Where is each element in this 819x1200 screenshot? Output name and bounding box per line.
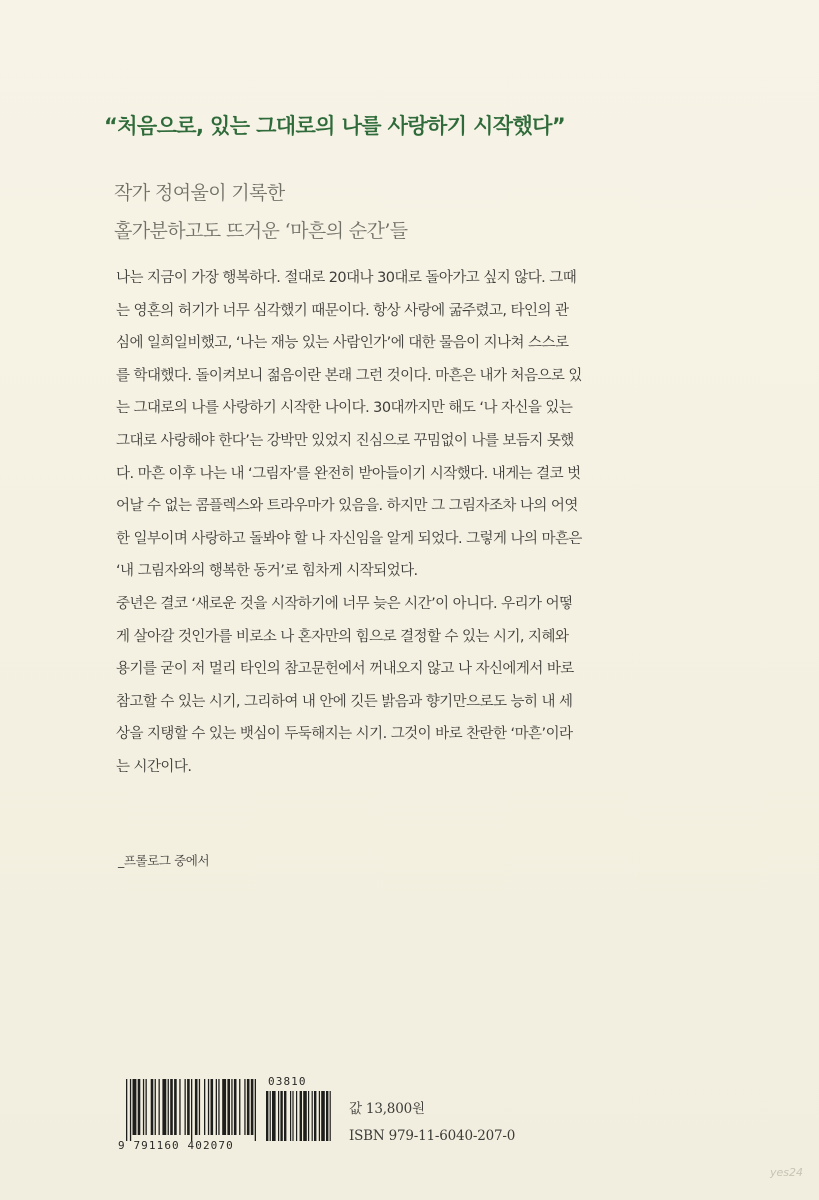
text-line: 는 그대로의 나를 사랑하기 시작한 나이다. 30대까지만 해도 ‘나 자신을 있는 [116, 400, 573, 417]
text-line: ‘내 그림자와의 행복한 동거’로 힘차게 시작되었다. [116, 563, 418, 580]
text-line: 는 영혼의 허기가 너무 심각했기 때문이다. 항상 사랑에 굶주렸고, 타인의 관 [116, 302, 569, 319]
text-line: 나는 지금이 가장 행복하다. 절대로 20대나 30대로 돌아가고 싶지 않다. 그때 [116, 270, 577, 286]
barcode-addon-bar [312, 1091, 313, 1141]
barcode-bar [247, 1079, 250, 1135]
barcode-bar [174, 1079, 177, 1135]
barcode-bar [218, 1079, 219, 1135]
barcode-addon-bar [314, 1091, 316, 1141]
text-line: 게 살아갈 것인가를 비로소 나 혼자만의 힘으로 결정할 수 있는 시기, 지혜와 [116, 628, 569, 645]
barcode-bar [151, 1079, 154, 1135]
barcode-addon-bar [330, 1091, 331, 1141]
text-line: 참고할 수 있는 시기, 그리하여 내 안에 깃든 밝음과 향기만으로도 능히 내 세 [116, 693, 573, 710]
barcode-bar [244, 1079, 245, 1135]
barcode-addon-bar [290, 1091, 291, 1141]
barcode-addon-bar [296, 1091, 297, 1141]
barcode-addon-digits: 03810 [268, 1075, 307, 1088]
barcode-bar [255, 1079, 256, 1141]
barcode-bar [222, 1079, 226, 1135]
barcode-bar [126, 1079, 127, 1141]
barcode-bar [204, 1079, 205, 1135]
price-label: 값 13,800원 [349, 1101, 425, 1117]
barcode-bar [168, 1079, 169, 1135]
excerpt-paragraph-2 [116, 588, 716, 784]
barcode-bar [191, 1079, 192, 1141]
text-line: 용기를 굳이 저 멀리 타인의 참고문헌에서 꺼내오지 않고 나 자신에게서 바로 [116, 661, 574, 678]
text-line: 어날 수 없는 콤플렉스와 트라우마가 있음을. 하지만 그 그림자조차 나의 어엿 [116, 498, 578, 515]
barcode-bar [179, 1079, 180, 1135]
subtitle-line-2: 홀가분하고도 뜨거운 ‘마흔의 순간’들 [114, 220, 408, 242]
barcode-addon-bar [280, 1091, 282, 1141]
watermark-logo: yes24 [770, 1166, 804, 1179]
price-isbn-block [349, 1096, 515, 1150]
subtitle [114, 174, 714, 250]
barcode-addon-bar [308, 1091, 309, 1141]
barcode-addon-bar [278, 1091, 279, 1141]
barcode-addon-bar [319, 1091, 320, 1141]
barcode-bar [239, 1079, 240, 1135]
text-line: 를 학대했다. 돌이켜보니 젊음이란 본래 그런 것이다. 마흔은 내가 처음으로 있 [116, 367, 582, 384]
barcode-bar [162, 1079, 166, 1135]
text-line: 는 시간이다. [116, 758, 192, 775]
barcode-addon-bar [326, 1091, 328, 1141]
barcode-bar [130, 1079, 131, 1141]
barcode-bar [138, 1079, 141, 1135]
subtitle-line-1: 작가 정여울이 기록한 [114, 182, 285, 204]
excerpt-body [116, 262, 716, 784]
text-line: 상을 지탱할 수 있는 뱃심이 두둑해지는 시기. 그것이 바로 찬란한 ‘마흔’이라 [116, 726, 573, 743]
excerpt-paragraph-1 [116, 262, 716, 588]
barcode-bar [216, 1079, 217, 1135]
barcode-addon-bar [270, 1091, 271, 1141]
text-line: 그대로 사랑해야 한다’는 강박만 있었지 진심으로 꾸밈없이 나를 보듬지 못했 [116, 432, 574, 449]
barcode-bar [234, 1079, 237, 1135]
barcode-bar [155, 1079, 156, 1135]
barcode-bar [185, 1079, 186, 1135]
text-line: 심에 일희일비했고, ‘나는 재능 있는 사람인가’에 대한 물음이 지나쳐 스스로 [116, 335, 569, 352]
barcode-bar [251, 1079, 254, 1135]
barcode-addon-bar [284, 1091, 286, 1141]
barcode-bar [231, 1079, 232, 1135]
barcode-bar [227, 1079, 230, 1135]
source-attribution: _프롤로그 중에서 [118, 853, 210, 868]
barcode-bar [146, 1079, 147, 1135]
barcode-bar [133, 1079, 137, 1135]
barcode-addon-bar [292, 1091, 293, 1141]
barcode-bar [159, 1079, 160, 1135]
text-line: 한 일부이며 사랑하고 돌봐야 할 나 자신임을 알게 되었다. 그렇게 나의 마흔은 [116, 530, 582, 547]
barcode-addon-bar [303, 1091, 307, 1141]
barcode-addon-bar [266, 1091, 268, 1141]
barcode-bar [211, 1079, 214, 1135]
barcode-addon-bar [272, 1091, 276, 1141]
barcode-addon-bar [300, 1091, 302, 1141]
text-line: 중년은 결코 ‘새로운 것을 시작하기에 너무 늦은 시간’이 아니다. 우리가 어떻 [116, 595, 573, 612]
text-line: 다. 마흔 이후 나는 내 ‘그림자’를 완전히 받아들이기 시작했다. 내게는 결코 벗 [116, 465, 581, 482]
barcode-bar [170, 1079, 173, 1135]
barcode-bar [208, 1079, 209, 1135]
barcode-main-digits: 9 791160 402070 [118, 1139, 234, 1152]
isbn-barcode [116, 1077, 338, 1155]
headline-quote: “처음으로, 있는 그대로의 나를 사랑하기 시작했다” [104, 114, 566, 138]
barcode-bar [199, 1079, 200, 1135]
barcode-bar [195, 1079, 198, 1135]
barcode-bar [143, 1079, 144, 1135]
barcode-bar [187, 1079, 190, 1135]
isbn-label: ISBN 979-11-6040-207-0 [349, 1128, 516, 1144]
barcode-addon-bar [321, 1091, 325, 1141]
